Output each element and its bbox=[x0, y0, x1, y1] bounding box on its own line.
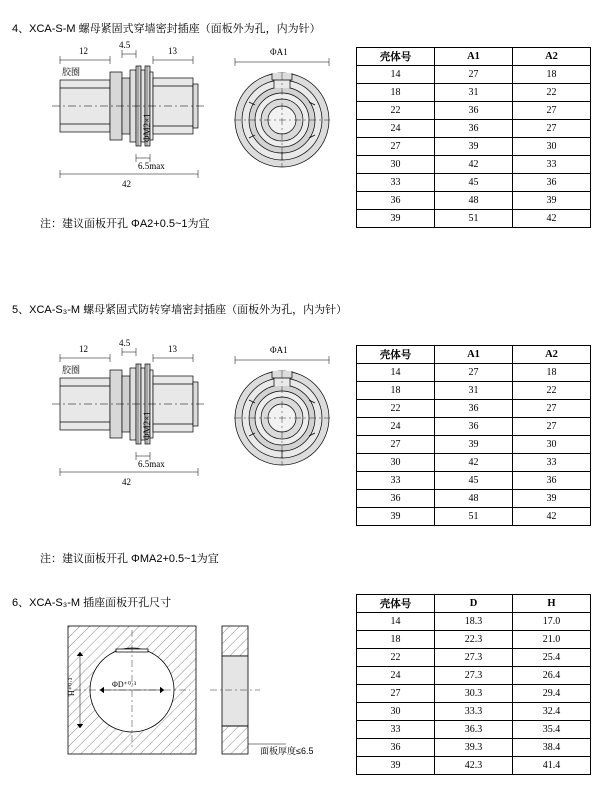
table-row: 22 36 27 bbox=[357, 400, 591, 418]
table-header-row bbox=[357, 48, 591, 66]
table-row: 39 51 42 bbox=[357, 508, 591, 526]
table-row: 30 42 33 bbox=[357, 156, 591, 174]
th-a2: A2 bbox=[513, 48, 591, 66]
hole-diameter-label: ΦD⁺⁰·³ bbox=[112, 680, 137, 689]
table-row: 27 39 30 bbox=[357, 436, 591, 454]
table-row: 30 42 33 bbox=[357, 454, 591, 472]
dim-42-label: 42 bbox=[122, 179, 131, 189]
section-6-panel-thickness-drawing bbox=[200, 616, 350, 766]
glue-ring-label: 胶圈 bbox=[62, 67, 81, 77]
table-header-row bbox=[357, 595, 591, 613]
thread-label: ΦM2×1 bbox=[142, 113, 152, 142]
th-shell: 壳体号 bbox=[357, 48, 435, 66]
th-a1: A1 bbox=[435, 346, 513, 364]
dim-6-5max-label: 6.5max bbox=[138, 161, 165, 171]
table-row: 24 36 27 bbox=[357, 120, 591, 138]
section-4-front-view-drawing bbox=[222, 42, 342, 192]
th-d: D bbox=[435, 595, 513, 613]
table-row: 14 18.3 17.0 bbox=[357, 613, 591, 631]
front-diameter-label: ΦA1 bbox=[270, 345, 288, 355]
spec-table-4 bbox=[356, 47, 591, 228]
section-4-side-view-drawing bbox=[50, 42, 230, 192]
table-row: 18 31 22 bbox=[357, 382, 591, 400]
panel-thickness-label: 面板厚度≤6.5 bbox=[260, 746, 314, 756]
table-row: 33 36.3 35.4 bbox=[357, 721, 591, 739]
section-5-note: 注：建议面板开孔 ΦMA2+0.5~1为宜 bbox=[40, 553, 219, 565]
table-header-row bbox=[357, 346, 591, 364]
table-row: 22 27.3 25.4 bbox=[357, 649, 591, 667]
th-shell: 壳体号 bbox=[357, 595, 435, 613]
table-row: 36 48 39 bbox=[357, 490, 591, 508]
glue-ring-label: 胶圈 bbox=[62, 365, 81, 375]
table-row: 30 33.3 32.4 bbox=[357, 703, 591, 721]
section-5-table-wrap bbox=[356, 345, 591, 526]
dim-6-5max-label: 6.5max bbox=[138, 459, 165, 469]
hole-height-label: H⁺⁰·³ bbox=[67, 677, 76, 696]
dim-4-5-label: 4.5 bbox=[119, 338, 131, 348]
section-5-front-view-drawing bbox=[222, 340, 342, 490]
table-row: 33 45 36 bbox=[357, 174, 591, 192]
spec-table-5 bbox=[356, 345, 591, 526]
front-diameter-label: ΦA1 bbox=[270, 47, 288, 57]
table-row: 39 51 42 bbox=[357, 210, 591, 228]
dim-13-label: 13 bbox=[168, 46, 177, 56]
th-shell: 壳体号 bbox=[357, 346, 435, 364]
section-4-table-wrap bbox=[356, 47, 591, 228]
table-row: 22 36 27 bbox=[357, 102, 591, 120]
dim-42-label: 42 bbox=[122, 477, 131, 487]
section-6-table-wrap bbox=[356, 594, 591, 775]
table-row: 33 45 36 bbox=[357, 472, 591, 490]
section-5-side-view-drawing bbox=[50, 340, 230, 490]
dim-12-label: 12 bbox=[79, 344, 88, 354]
table-row: 36 39.3 38.4 bbox=[357, 739, 591, 757]
section-4-note: 注：建议面板开孔 ΦA2+0.5~1为宜 bbox=[40, 218, 210, 230]
table-row: 14 27 18 bbox=[357, 66, 591, 84]
table-row: 39 42.3 41.4 bbox=[357, 757, 591, 775]
table-row: 14 27 18 bbox=[357, 364, 591, 382]
spec-table-6 bbox=[356, 594, 591, 775]
th-a2: A2 bbox=[513, 346, 591, 364]
dim-12-label: 12 bbox=[79, 46, 88, 56]
th-h: H bbox=[513, 595, 591, 613]
table-row: 24 27.3 26.4 bbox=[357, 667, 591, 685]
table-row: 24 36 27 bbox=[357, 418, 591, 436]
section-6-title: 6、XCA-S₃-M 插座面板开孔尺寸 bbox=[12, 597, 172, 609]
section-4-title: 4、XCA-S-M 螺母紧固式穿墙密封插座（面板外为孔，内为针） bbox=[12, 23, 321, 35]
table-row: 18 22.3 21.0 bbox=[357, 631, 591, 649]
th-a1: A1 bbox=[435, 48, 513, 66]
section-5-title: 5、XCA-S₃-M 螺母紧固式防转穿墙密封插座（面板外为孔，内为针） bbox=[12, 304, 348, 316]
thread-label: ΦM2×1 bbox=[142, 411, 152, 440]
table-row: 27 30.3 29.4 bbox=[357, 685, 591, 703]
table-row: 27 39 30 bbox=[357, 138, 591, 156]
table-row: 18 31 22 bbox=[357, 84, 591, 102]
table-row: 36 48 39 bbox=[357, 192, 591, 210]
dim-4-5-label: 4.5 bbox=[119, 40, 131, 50]
dim-13-label: 13 bbox=[168, 344, 177, 354]
